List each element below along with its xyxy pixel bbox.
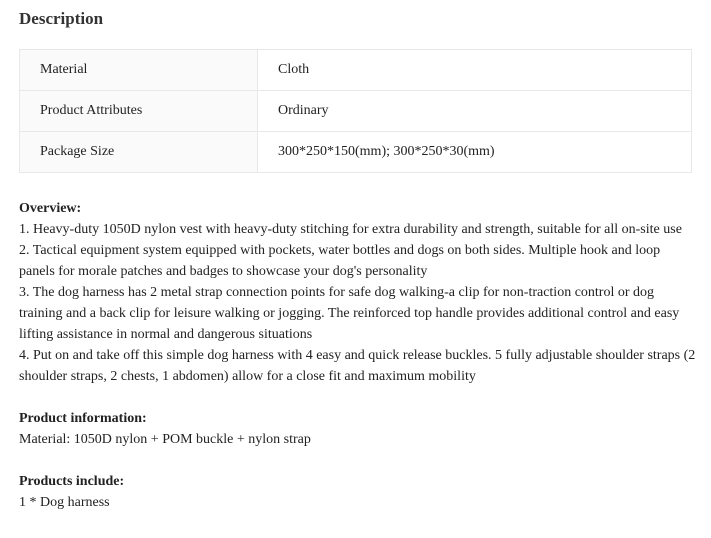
description-page — [19, 0, 696, 510]
attributes-table — [19, 49, 692, 173]
description-heading: Description — [19, 9, 104, 28]
overview-title: Overview: — [19, 201, 82, 216]
product-information-title: Product information: — [19, 411, 147, 426]
product-information-line: Material: 1050D nylon + POM buckle + nylon strap — [19, 432, 311, 447]
overview-line: 1. Heavy-duty 1050D nylon vest with heavy-duty stitching for extra durability and strength, suitable for all on-site use — [19, 222, 682, 237]
table-row — [20, 50, 692, 91]
products-include-line: 1 * Dog harness — [19, 495, 110, 510]
section-spacer — [19, 450, 699, 471]
attribute-label: Package Size — [20, 132, 258, 173]
attribute-value: 300*250*150(mm); 300*250*30(mm) — [258, 132, 692, 173]
overview-line: 4. Put on and take off this simple dog harness with 4 easy and quick release buckles. 5 fully adjustable shoulder straps (2 shoulder straps, 2 chests, 1 abdomen) allow for a close fit and maximum mobility — [19, 348, 696, 384]
attribute-value: Cloth — [258, 50, 692, 91]
attribute-label: Product Attributes — [20, 91, 258, 132]
products-include-title: Products include: — [19, 474, 125, 489]
overview-line: 3. The dog harness has 2 metal strap connection points for safe dog walking-a clip for non-traction control or dog training and a back clip for leisure walking or jogging. The reinforced top handle provides additional control and easy lifting assistance in normal and dangerous situations — [19, 285, 680, 342]
table-row — [20, 132, 692, 173]
overview-line: 2. Tactical equipment system equipped with pockets, water bottles and dogs on both sides. Multiple hook and loop panels for morale patches and badges to showcase your dog's personality — [19, 243, 661, 279]
table-row — [20, 91, 692, 132]
attribute-label: Material — [20, 50, 258, 91]
description-body — [19, 198, 699, 513]
section-spacer — [19, 387, 699, 408]
attribute-value: Ordinary — [258, 91, 692, 132]
